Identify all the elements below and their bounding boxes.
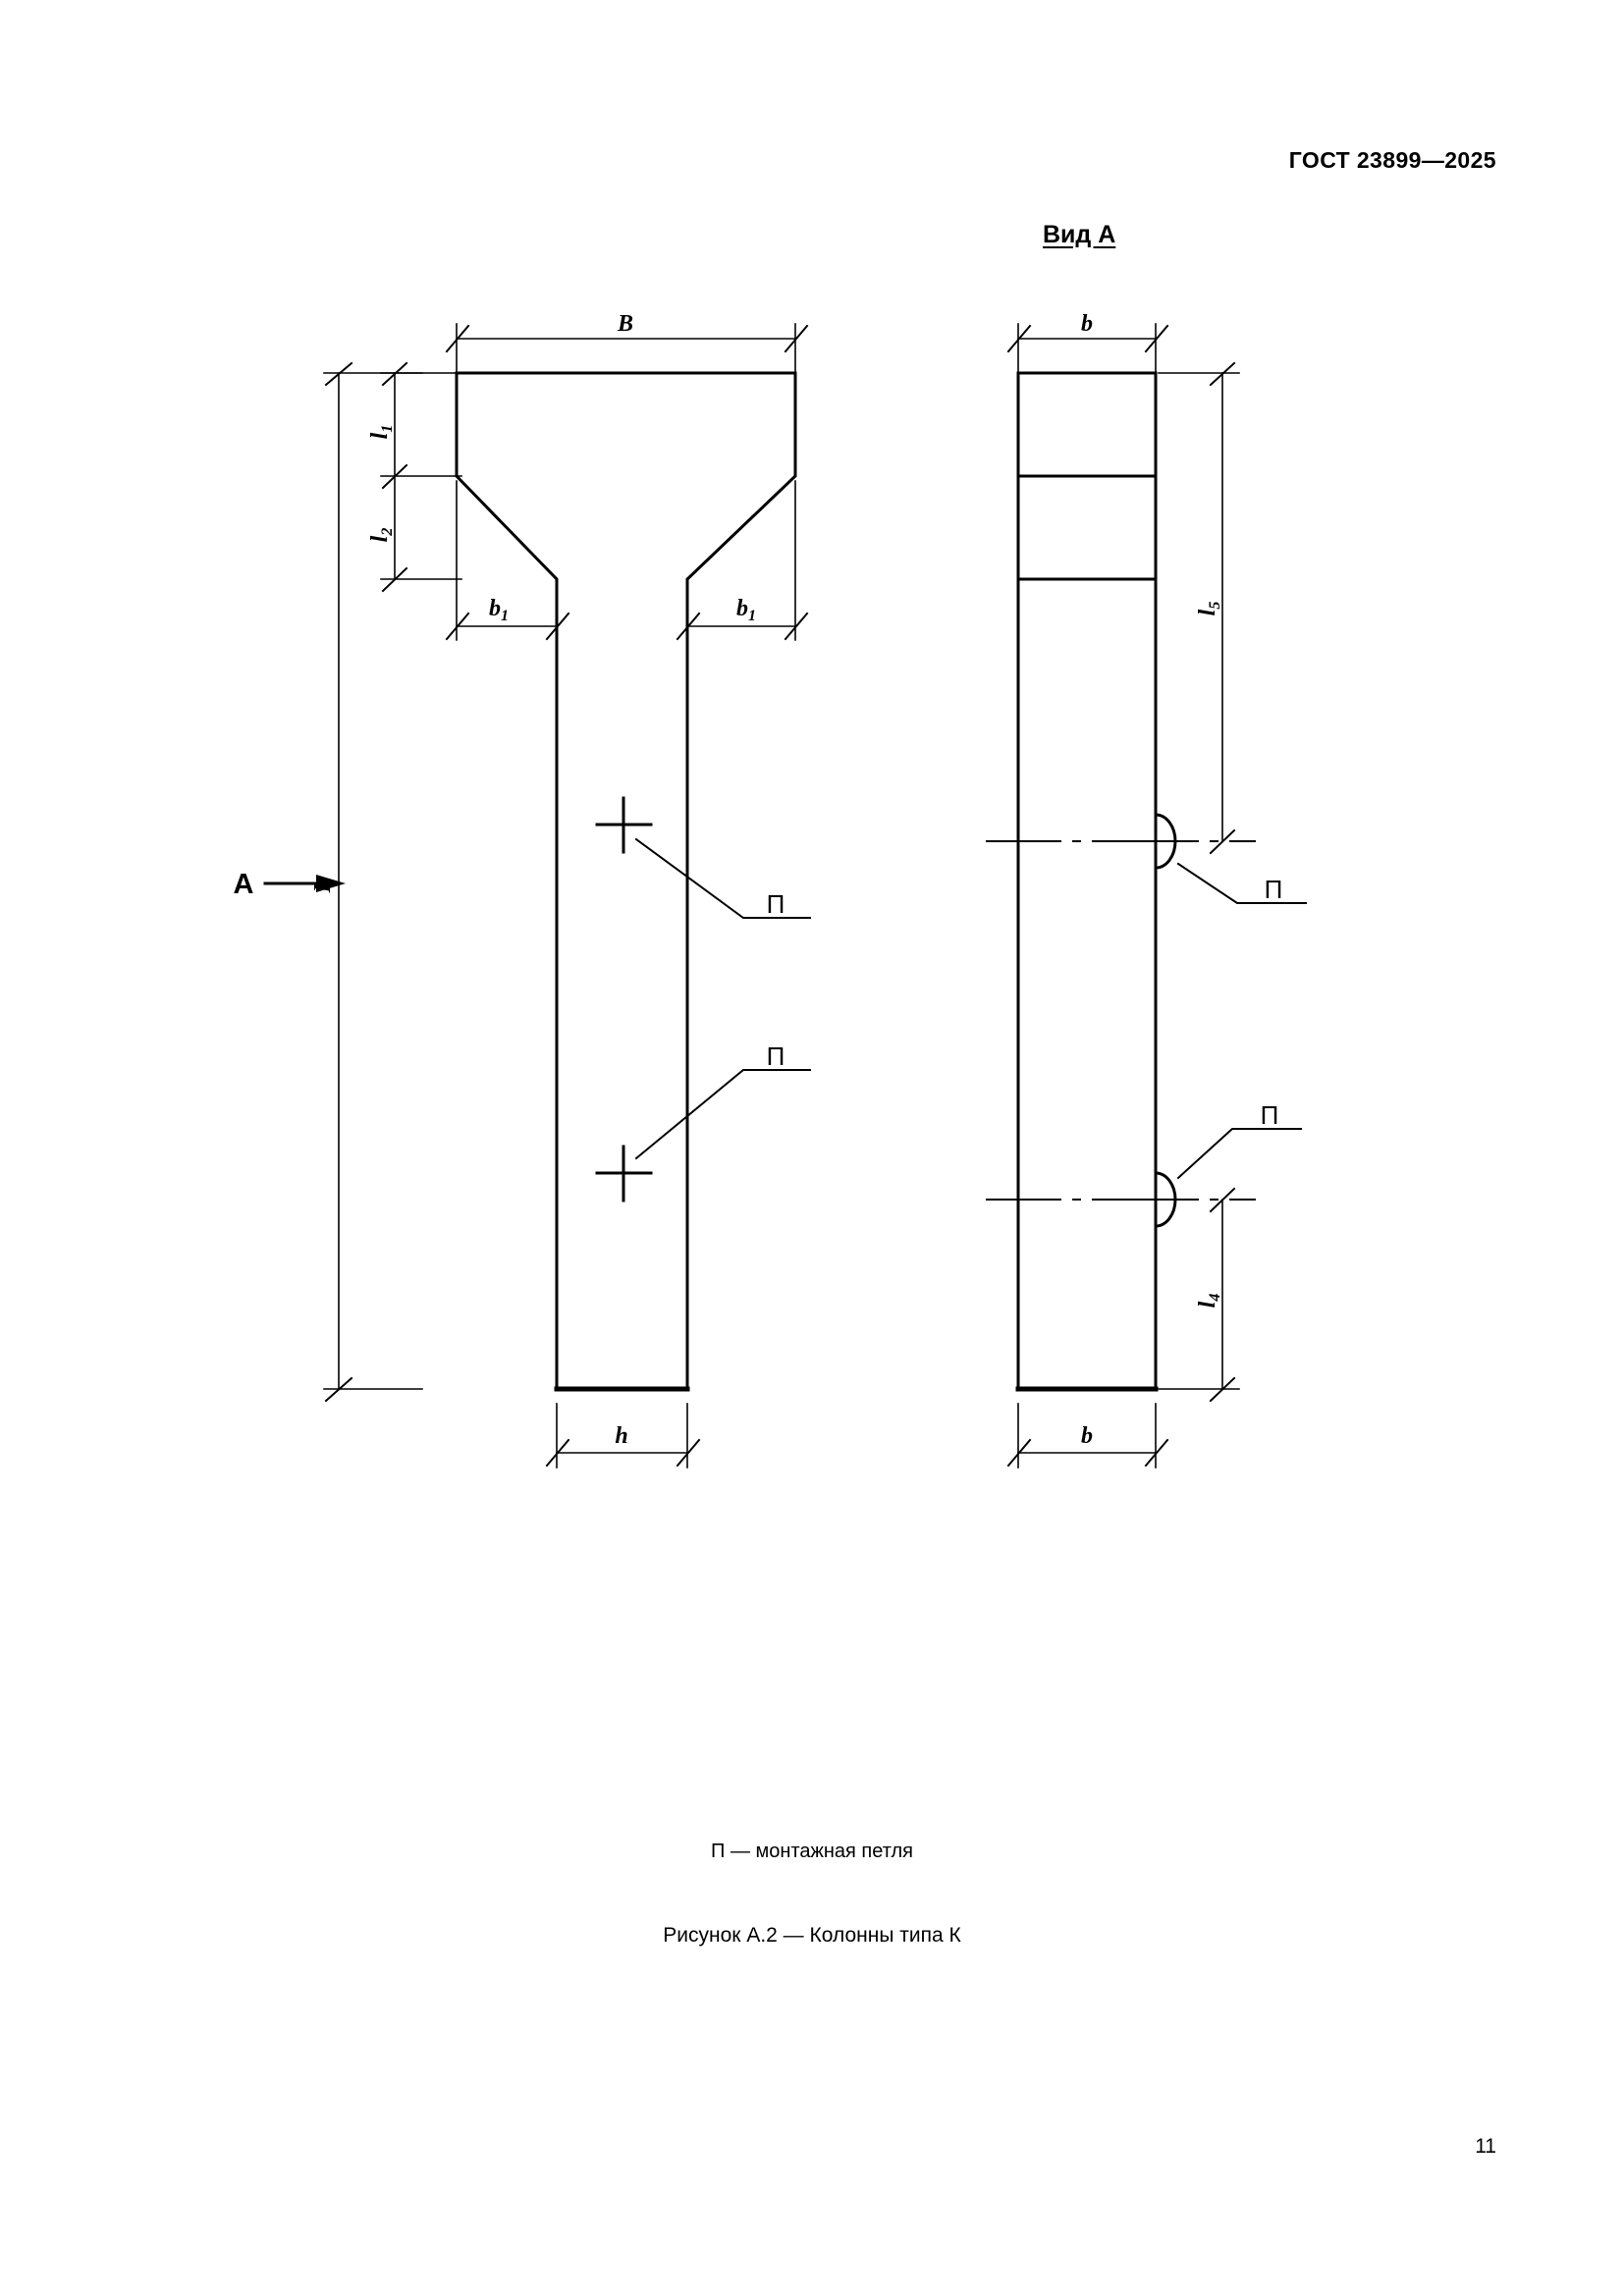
dimension-label-l1: $l_1$ — [367, 424, 396, 440]
page-number: 11 — [1475, 2135, 1496, 2158]
loop-label-side-upper: П — [1264, 875, 1283, 904]
figure-caption: Рисунок А.2 — Колонны типа К — [663, 1924, 961, 1947]
dimension-label-b-top: b — [1081, 311, 1093, 337]
figure-drawing — [0, 187, 1624, 1757]
dimension-label-L: L — [310, 878, 336, 893]
dimension-label-h: h — [615, 1423, 628, 1449]
loop-label-front-upper: П — [766, 889, 785, 919]
section-marker-a: А — [233, 869, 254, 900]
loop-label-side-lower: П — [1260, 1100, 1279, 1130]
dimension-label-l4: $l_4$ — [1195, 1293, 1223, 1308]
dimension-label-l2: $l_2$ — [367, 527, 396, 543]
dimension-label-l5: $l_5$ — [1195, 601, 1223, 616]
standard-header: ГОСТ 23899—2025 — [1288, 147, 1496, 173]
figure-a2 — [0, 187, 1624, 1947]
dimension-label-b1-right: $b_1$ — [736, 596, 756, 624]
dimension-label-b1-left: $b_1$ — [489, 596, 509, 624]
dimension-label-B: B — [617, 311, 634, 337]
view-a-title: Вид А — [1043, 221, 1116, 248]
dimension-label-b-bottom: b — [1081, 1423, 1093, 1449]
figure-legend: П — монтажная петля — [711, 1841, 913, 1862]
loop-label-front-lower: П — [766, 1041, 785, 1071]
